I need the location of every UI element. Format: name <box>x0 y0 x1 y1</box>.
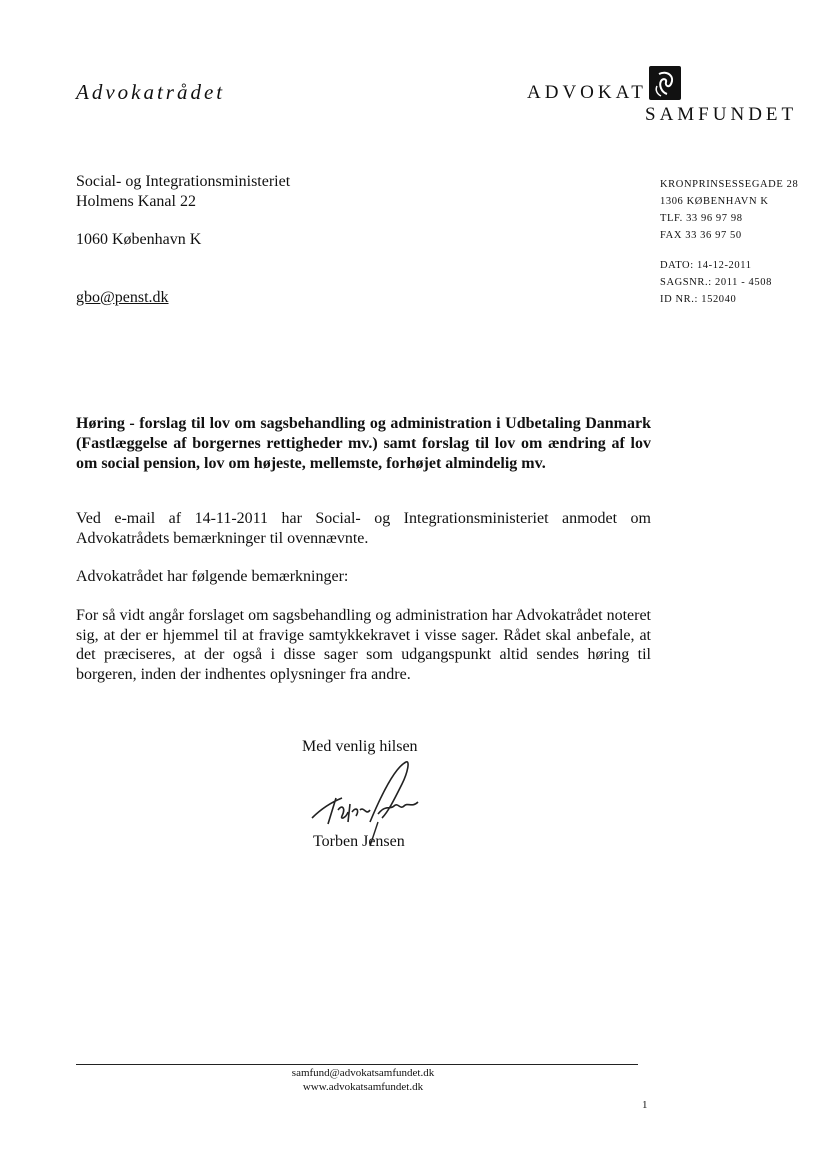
recipient-city: 1060 København K <box>76 231 202 248</box>
sender-phone: TLF. 33 96 97 98 <box>660 213 743 224</box>
sender-address-street: KRONPRINSESSEGADE 28 <box>660 179 799 190</box>
recipient-email-link[interactable]: gbo@penst.dk <box>76 289 169 306</box>
recipient-street: Holmens Kanal 22 <box>76 193 196 210</box>
logo-text-bottom: SAMFUNDET <box>645 104 798 125</box>
signer-name: Torben Jensen <box>313 833 405 850</box>
footer-divider <box>76 1064 638 1065</box>
paragraph-2: Advokatrådet har følgende bemærkninger: <box>76 568 349 585</box>
footer-email-link[interactable]: samfund@advokatsamfundet.dk <box>291 1067 435 1079</box>
paragraph-3: For så vidt angår forslaget om sagsbehandling og administration har Advokatrådet noteret sig, at der er hjemmel til at fravige samtykkekravet i visse sager. Rådet skal anbefale, at det præciseres, at der også i disse sager som udgangspunkt altid sendes høring til borgeren, inden der indhentes oplysninger fra andre. <box>76 607 651 683</box>
paragraph-1: Ved e-mail af 14-11-2011 har Social- og Integrationsministeriet anmodet om Advokatrådets bemærkninger til ovennævnte. <box>76 510 651 547</box>
sender-address-city: 1306 KØBENHAVN K <box>660 196 769 207</box>
organization-name: Advokatrådet <box>76 80 226 104</box>
closing-greeting: Med venlig hilsen <box>302 738 418 755</box>
id-number: ID NR.: 152040 <box>660 294 737 305</box>
page-number: 1 <box>642 1099 648 1111</box>
footer-website-link[interactable]: www.advokatsamfundet.dk <box>302 1081 424 1093</box>
sender-fax: FAX 33 36 97 50 <box>660 230 742 241</box>
recipient-name: Social- og Integrationsministeriet <box>76 173 291 190</box>
letter-subject: Høring - forslag til lov om sagsbehandling og administration i Udbetaling Danmark (Fastlæggelse af borgernes rettigheder mv.) samt forslag til lov om ændring af lov om social pension, lov om højeste, mellemste, forhøjet almindelig mv. <box>76 415 651 472</box>
letter-date: DATO: 14-12-2011 <box>660 260 752 271</box>
case-number: SAGSNR.: 2011 - 4508 <box>660 277 772 288</box>
logo-icon <box>649 66 681 100</box>
logo-text-top: ADVOKAT <box>527 82 647 103</box>
